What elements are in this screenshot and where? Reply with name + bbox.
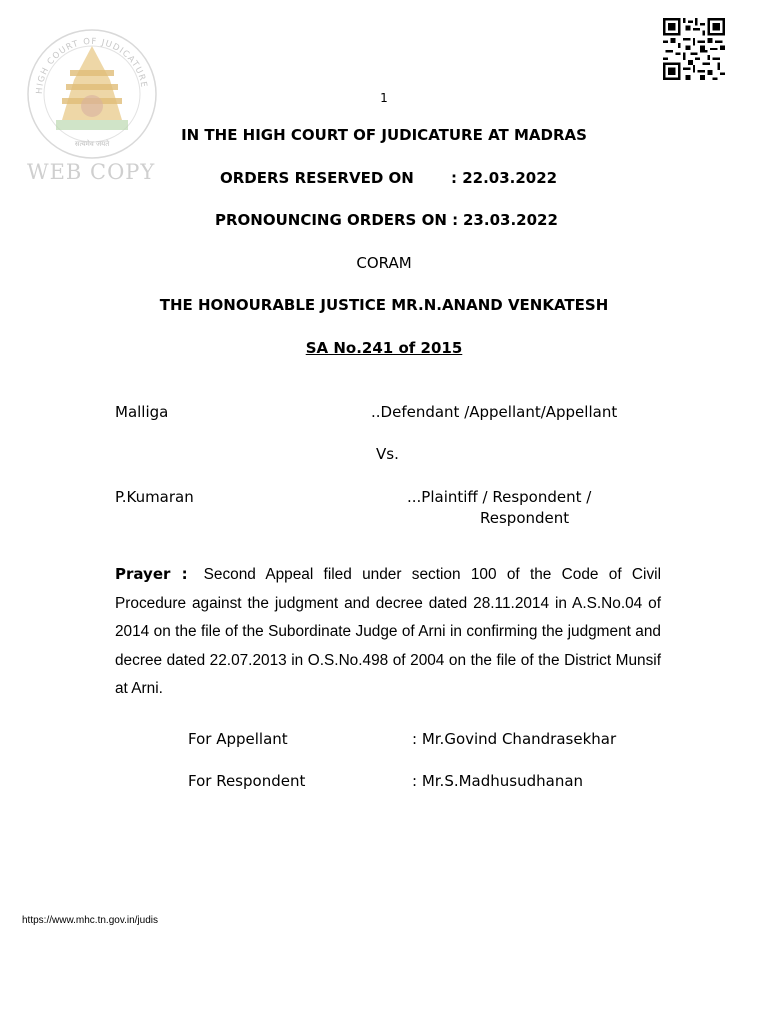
respondent-role-line1: ...Plaintiff / Respondent /	[407, 488, 592, 506]
web-copy-watermark: WEB COPY	[27, 160, 156, 184]
respondent-counsel-label: For Respondent	[188, 772, 306, 790]
respondent-counsel-name: : Mr.S.Madhusudhanan	[412, 772, 584, 790]
appellant-name: Malliga	[115, 403, 169, 421]
seal-ring-text: HIGH COURT OF JUDICATURE	[34, 36, 149, 95]
prayer-paragraph	[115, 560, 661, 704]
case-number: SA No.241 of 2015	[305, 339, 463, 357]
seal-motto: सत्यमेव जयते	[74, 140, 110, 148]
coram-heading: CORAM	[356, 254, 412, 272]
pronouncing-label: PRONOUNCING ORDERS ON :	[215, 211, 459, 229]
footer-url: https://www.mhc.tn.gov.in/judis	[22, 915, 158, 926]
appellant-counsel-name: : Mr.Govind Chandrasekhar	[412, 730, 617, 748]
orders-reserved-label: ORDERS RESERVED ON	[220, 169, 414, 187]
court-title: IN THE HIGH COURT OF JUDICATURE AT MADRAS	[181, 126, 587, 144]
justice-name: THE HONOURABLE JUSTICE MR.N.ANAND VENKATESH	[159, 296, 609, 314]
prayer-label: Prayer :	[115, 565, 188, 583]
prayer-text: Second Appeal filed under section 100 of the Code of Civil Procedure against the judgment and decree dated 28.11.2014 in A.S.No.04 of 2014 on the file of the Subordinate Judge of Arni in confirming the judgment and decree dated 22.07.2013 in O.S.No.498 of 2004 on the file of the District Munsif at Arni.	[115, 566, 661, 697]
respondent-name: P.Kumaran	[115, 488, 194, 506]
versus-label: Vs.	[376, 445, 399, 463]
respondent-role-line2: Respondent	[480, 509, 570, 527]
orders-reserved-date: : 22.03.2022	[451, 169, 558, 187]
qr-code-icon	[663, 18, 725, 80]
appellant-role: ..Defendant /Appellant/Appellant	[371, 403, 618, 421]
appellant-counsel-label: For Appellant	[188, 730, 288, 748]
pronouncing-date: 23.03.2022	[463, 211, 558, 229]
page-number: 1	[380, 91, 388, 105]
